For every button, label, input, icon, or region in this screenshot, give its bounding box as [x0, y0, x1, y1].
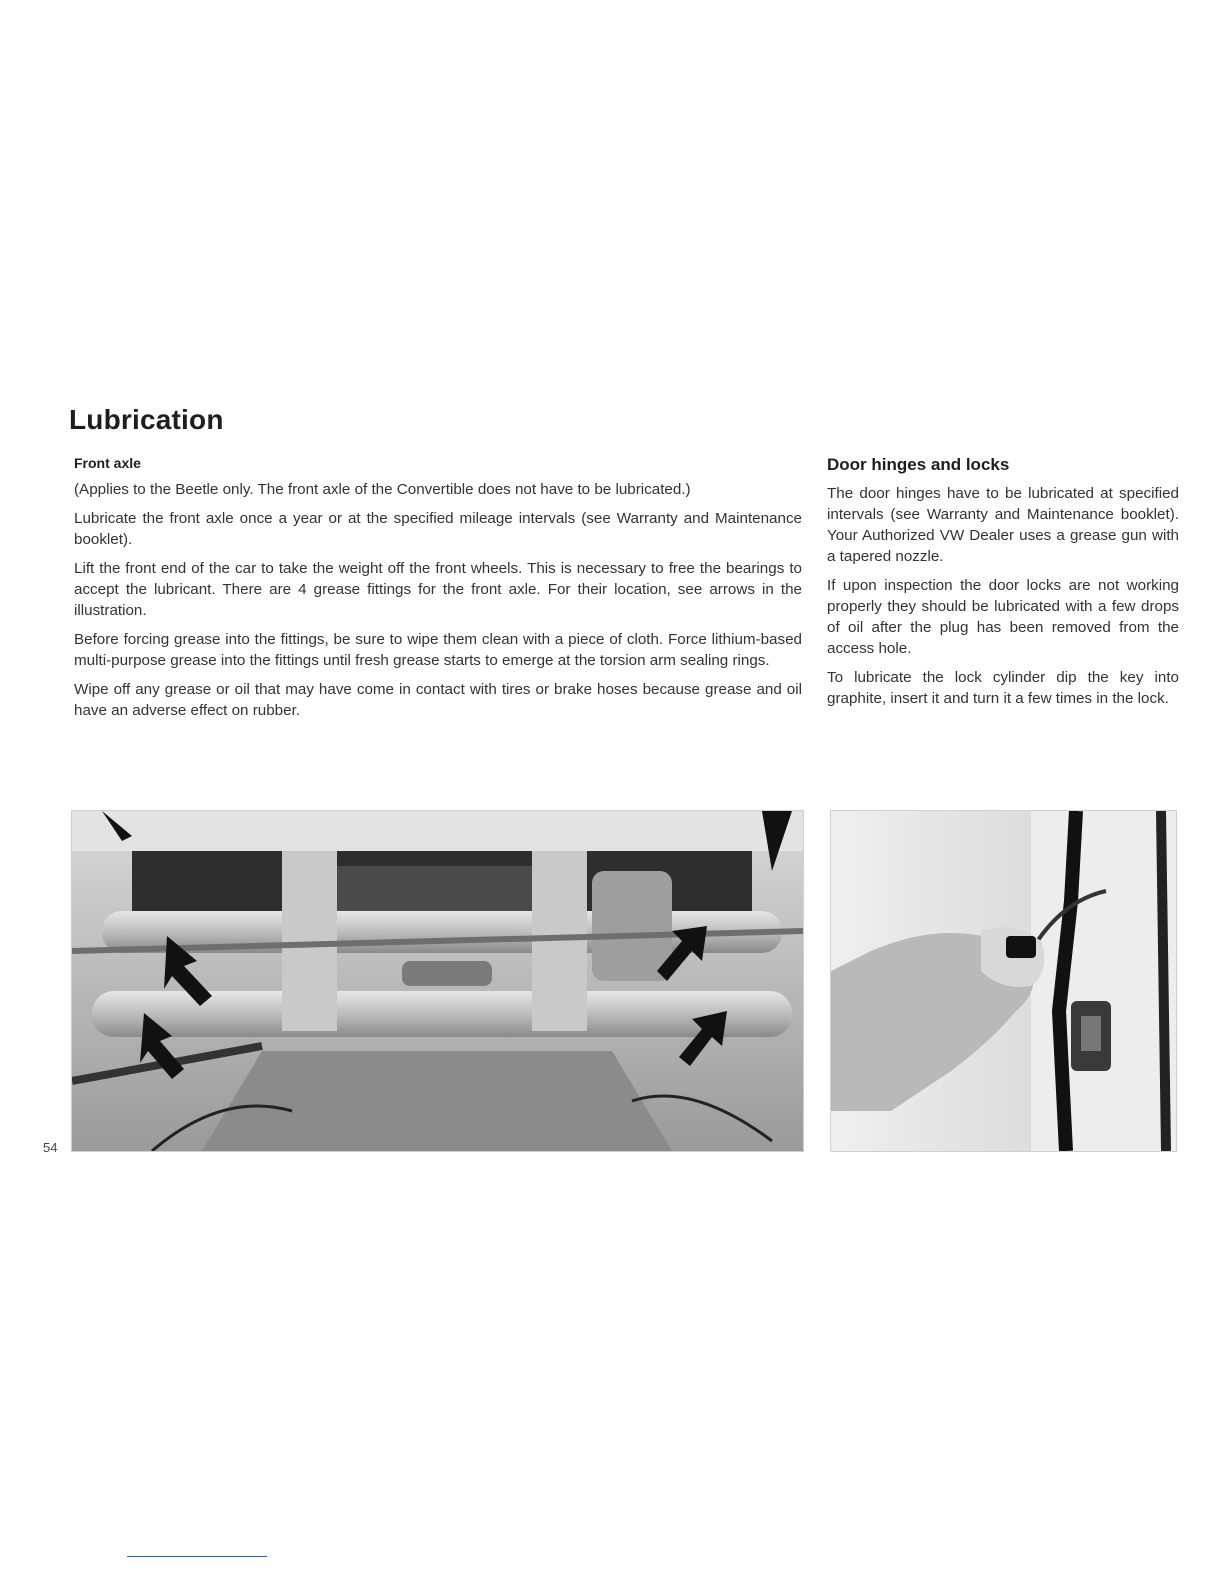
front-axle-paragraph: Before forcing grease into the fittings, be sure to wipe them clean with a piece of cloth. Force lithium-based multi-purpose grease into the fittings until fresh grease starts to emerge at the torsion arm sealing rings. [74, 631, 802, 669]
front-axle-section [74, 455, 802, 729]
door-hinges-section [827, 455, 1179, 717]
door-hinges-heading: Door hinges and locks [827, 455, 1010, 474]
front-axle-paragraph: Lubricate the front axle once a year or at the specified mileage intervals (see Warranty and Maintenance booklet). [74, 510, 802, 548]
door-lock-photo [830, 810, 1177, 1152]
page-title: Lubrication [69, 404, 224, 435]
front-axle-heading: Front axle [74, 455, 141, 471]
door-hinges-paragraph: The door hinges have to be lubricated at specified intervals (see Warranty and Maintenance booklet). Your Authorized VW Dealer uses a grease gun with a tapered nozzle. [827, 485, 1179, 565]
front-axle-paragraph: Wipe off any grease or oil that may have come in contact with tires or brake hoses because grease and oil have an adverse effect on rubber. [74, 681, 802, 719]
door-hinges-paragraph: If upon inspection the door locks are not working properly they should be lubricated with a few drops of oil after the plug has been removed from the access hole. [827, 577, 1179, 657]
door-hinges-paragraph: To lubricate the lock cylinder dip the key into graphite, insert it and turn it a few times in the lock. [827, 669, 1179, 707]
front-axle-paragraph: (Applies to the Beetle only. The front axle of the Convertible does not have to be lubricated.) [74, 481, 691, 498]
front-axle-paragraph: Lift the front end of the car to take the weight off the front wheels. This is necessary to free the bearings to accept the lubricant. There are 4 grease fittings for the front axle. For their location, see arrows in the illustration. [74, 560, 802, 619]
footer-rule [127, 1556, 267, 1557]
front-axle-photo [71, 810, 804, 1152]
page-number: 54 [43, 1140, 58, 1155]
